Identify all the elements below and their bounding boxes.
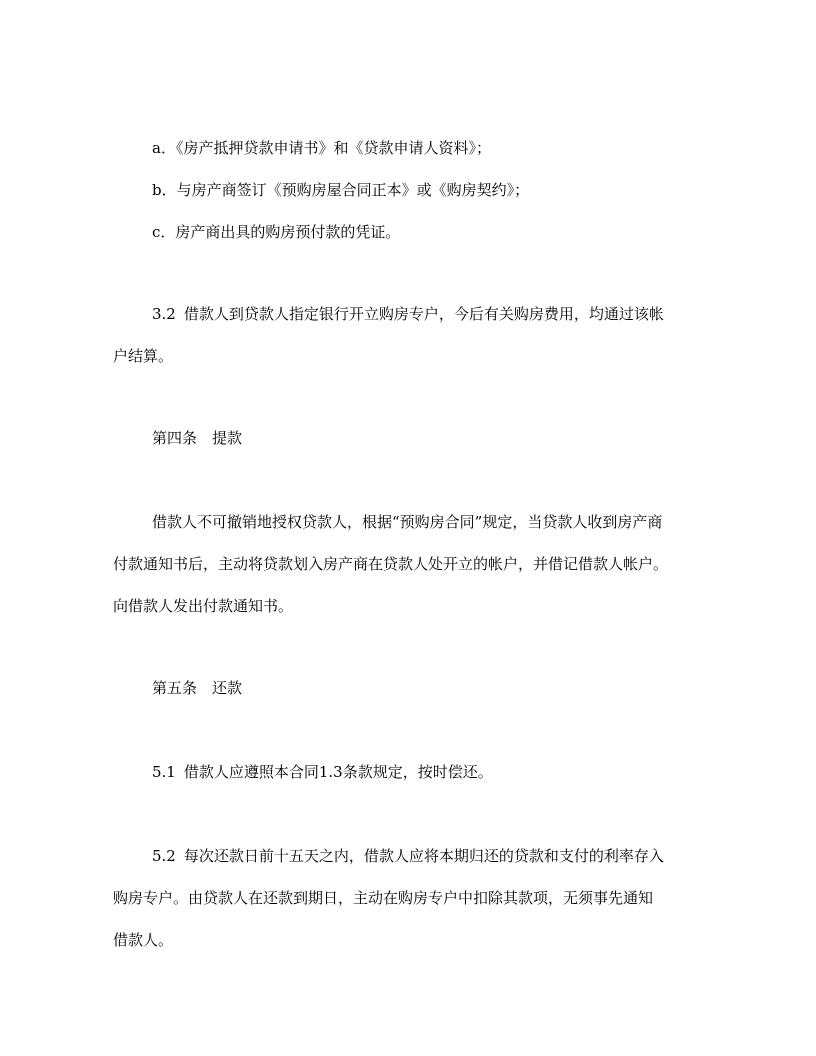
clause-5-2-line-2: 购房专户。由贷款人在还款到期日，主动在购房专户中扣除其款项，无须事先通知 [113,889,654,907]
clause-5-2-line-1 [152,846,664,866]
clause-number: 3.2 [152,305,176,323]
list-item-b: b．与房产商签订《预购房屋合同正本》或《购房契约》； [152,181,530,199]
article-4-line-1: 借款人不可撤销地授权贷款人，根据“预购房合同”规定，当贷款人收到房产商 [152,513,663,531]
clause-number: 5.1 [152,763,176,781]
clause-number: 5.2 [152,847,176,865]
article-4-line-3: 向借款人发出付款通知书。 [113,597,294,615]
article-4-heading: 第四条 提款 [152,429,243,447]
clause-3-2-line-2: 户结算。 [113,347,174,365]
clause-5-2-line-3: 借款人。 [113,931,174,949]
clause-5-1 [152,762,493,782]
clause-3-2-line-1 [152,304,664,324]
article-5-heading: 第五条 还款 [152,679,243,697]
list-item-c: c．房产商出具的购房预付款的凭证。 [152,223,401,241]
list-item-a: a．《房产抵押贷款申请书》和《贷款申请人资料》； [152,139,491,157]
clause-text: 每次还款日前十五天之内，借款人应将本期归还的贷款和支付的利率存入 [183,847,664,865]
clause-text: 借款人到贷款人指定银行开立购房专户，今后有关购房费用，均通过该帐 [183,305,664,323]
article-4-line-2: 付款通知书后，主动将贷款划入房产商在贷款人处开立的帐户，并借记借款人帐户。 [113,555,669,573]
clause-text: 借款人应遵照本合同1.3条款规定，按时偿还。 [183,763,493,781]
